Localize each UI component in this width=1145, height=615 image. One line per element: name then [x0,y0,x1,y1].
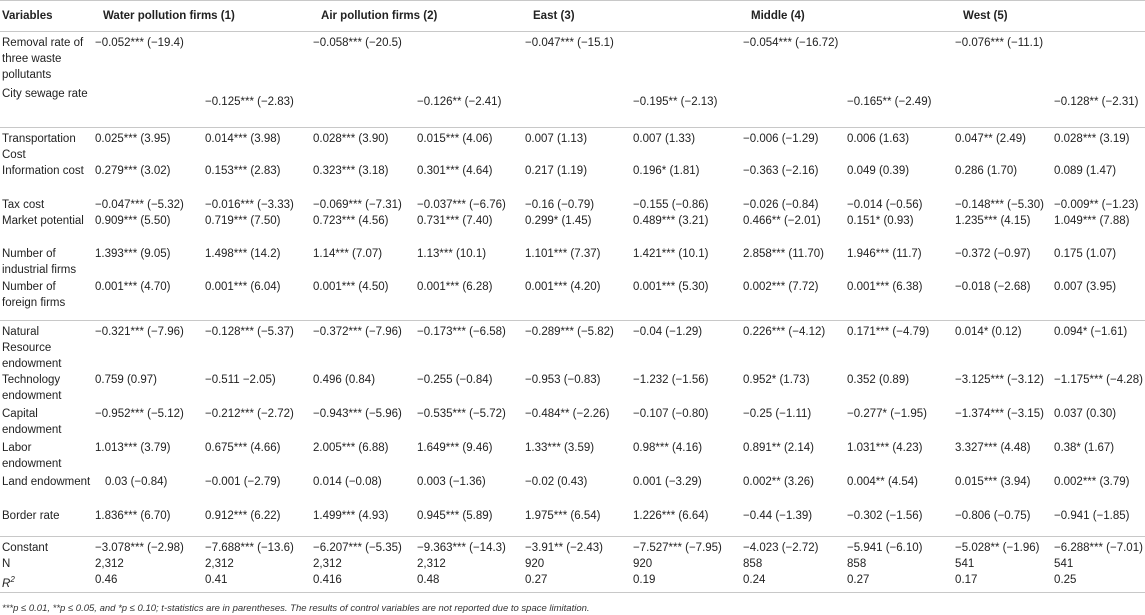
cell: 0.03 (−0.84) [105,475,168,488]
cell: −5.941 (−6.10) [845,537,953,557]
cell: 0.352 (0.89) [847,373,910,386]
cell: 0.028*** (3.90) [311,128,415,164]
cell: −0.16 (−0.79) [525,199,595,211]
cell: 0.007 (3.95) [1054,281,1117,293]
cell: 0.759 (0.97) [95,373,158,386]
cell: 0.014 (−0.08) [313,475,382,488]
cell: 0.496 (0.84) [313,373,376,386]
cell: 0.049 (0.39) [847,165,910,177]
cell: 0.416 [311,572,415,592]
cell: −0.107 (−0.80) [633,407,709,420]
cell: 0.675*** (4.66) [205,441,281,454]
cell: −0.212*** (−2.72) [205,407,294,420]
table-row-land-endowment [0,474,1145,508]
cell [1052,32,1145,86]
cell: 1.226*** (6.64) [633,509,709,522]
table-row-r-squared [0,572,1145,592]
cell [631,32,741,86]
table-row-n [0,556,1145,572]
cell [741,86,845,128]
row-label: Tax cost [2,199,45,211]
cell: 0.301*** (4.64) [417,165,493,177]
header-water-pollution: Water pollution firms (1) [93,1,311,32]
cell: −0.076*** (−11.1) [953,32,1052,86]
cell: 0.27 [523,572,631,592]
cell: −0.943*** (−5.96) [313,407,402,420]
r-squared-exponent: 2 [10,575,15,584]
table-row-foreign-firms [0,279,1145,320]
cell: 0.015*** (4.06) [415,128,523,164]
cell: −7.688*** (−13.6) [203,537,311,557]
cell: 920 [525,558,545,570]
cell: 0.007 (1.33) [631,128,741,164]
cell: 2,312 [205,558,234,570]
cell: 1.14*** (7.07) [313,248,383,260]
cell: −0.018 (−2.68) [955,281,1031,293]
cell: 2,312 [417,558,446,570]
cell: −0.052*** (−19.4) [93,32,203,86]
cell: −0.806 (−0.75) [955,509,1031,522]
cell: −0.009** (−1.23) [1054,199,1139,211]
cell: 2,312 [313,558,342,570]
header-west: West (5) [953,1,1145,32]
row-label-r-squared [0,572,93,592]
cell [93,86,203,128]
row-label: Labor endowment [2,441,62,470]
cell [311,86,415,128]
table-row-removal-rate [0,32,1145,86]
cell: 0.17 [953,572,1052,592]
cell: 0.27 [845,572,953,592]
cell: −0.302 (−1.56) [847,509,923,522]
cell: 1.013*** (3.79) [95,441,171,454]
cell: −0.037*** (−6.76) [417,199,506,211]
table-row-natural-resource-endowment [0,320,1145,372]
cell: 1.101*** (7.37) [525,248,601,260]
cell: −0.02 (0.43) [525,475,588,488]
cell: −0.941 (−1.85) [1054,509,1130,522]
cell: 0.98*** (4.16) [633,441,703,454]
cell: 0.952* (1.73) [743,373,810,386]
cell: −0.014 (−0.56) [847,199,923,211]
cell: 0.945*** (5.89) [417,509,493,522]
cell: −0.952*** (−5.12) [95,407,184,420]
header-middle: Middle (4) [741,1,953,32]
cell: 0.015*** (3.94) [955,475,1031,488]
cell: 1.13*** (10.1) [417,248,487,260]
row-label: N [2,558,11,570]
cell: 0.001*** (6.38) [847,281,923,293]
cell: 0.001*** (4.70) [95,281,171,293]
cell: 2.858*** (11.70) [743,248,825,260]
cell: −0.069*** (−7.31) [313,199,402,211]
cell: 1.946*** (11.7) [847,248,922,260]
cell: −0.372 (−0.97) [955,248,1031,260]
row-label: Constant [0,537,93,557]
table-footnote: ***p ≤ 0.01, **p ≤ 0.05, and *p ≤ 0.10; t-statistics are in parentheses. The results of control variables are not reported due to space limitation. [2,603,590,614]
cell: 0.002*** (7.72) [743,281,819,293]
cell: −1.175*** (−4.28) [1054,373,1143,386]
cell: 0.007 (1.13) [523,128,631,164]
header-east: East (3) [523,1,741,32]
cell: −0.047*** (−15.1) [523,32,631,86]
cell: 1.499*** (4.93) [313,509,389,522]
cell: −6.288*** (−7.01) [1052,537,1145,557]
cell: 0.014* (0.12) [953,320,1052,372]
cell: 0.006 (1.63) [845,128,953,164]
cell: 1.421*** (10.1) [633,248,709,260]
row-label: Land endowment [2,475,91,488]
table-row-industrial-firms [0,246,1145,279]
cell: −0.44 (−1.39) [743,509,813,522]
table-row-capital-endowment [0,406,1145,440]
cell: −0.155 (−0.86) [633,199,709,211]
cell: 3.327*** (4.48) [955,441,1031,454]
cell: 0.047** (2.49) [953,128,1052,164]
cell: −1.374*** (−3.15) [955,407,1044,420]
cell: −0.484** (−2.26) [525,407,610,420]
cell: 0.489*** (3.21) [633,215,709,227]
cell: 0.001*** (6.28) [417,281,493,293]
row-label: Market potential [2,215,84,227]
table-row-technology-endowment [0,372,1145,406]
row-label: Number of industrial firms [2,248,77,276]
cell: 0.151* (0.93) [847,215,914,227]
cell: −0.148*** (−5.30) [955,199,1044,211]
cell: −0.016*** (−3.33) [205,199,294,211]
cell: 0.909*** (5.50) [95,215,171,227]
cell: 1.498*** (14.2) [205,248,281,260]
cell: 0.912*** (6.22) [205,509,281,522]
cell: −0.04 (−1.29) [631,320,741,372]
table-row-city-sewage-rate [0,86,1145,128]
cell: 0.46 [93,572,203,592]
row-label: Removal rate of three waste pollutants [0,32,93,86]
table-row-market-potential [0,213,1145,246]
table-row-constant [0,537,1145,557]
cell: −0.128** (−2.31) [1054,95,1139,108]
cell: 541 [1054,558,1074,570]
cell [203,32,311,86]
cell: −0.372*** (−7.96) [311,320,415,372]
table-row-labor-endowment [0,440,1145,474]
cell: −0.25 (−1.11) [743,407,812,420]
cell: 0.028*** (3.19) [1052,128,1145,164]
cell: 0.719*** (7.50) [205,215,281,227]
header-air-pollution: Air pollution firms (2) [311,1,523,32]
cell [845,32,953,86]
cell: −0.126** (−2.41) [417,95,502,108]
cell: −0.363 (−2.16) [743,165,819,177]
cell: −0.001 (−2.79) [205,475,281,488]
cell: 0.299* (1.45) [525,215,592,227]
header-variables: Variables [0,1,93,32]
cell: 1.649*** (9.46) [417,441,493,454]
cell: −3.91** (−2.43) [523,537,631,557]
cell: −0.953 (−0.83) [525,373,601,386]
cell: 0.38* (1.67) [1054,441,1115,454]
cell: 2.005*** (6.88) [313,441,389,454]
cell: 0.171*** (−4.79) [845,320,953,372]
cell [523,86,631,128]
cell: −0.255 (−0.84) [417,373,493,386]
row-label: Capital endowment [2,407,62,436]
row-label: Transportation Cost [0,128,93,164]
cell: 0.466** (−2.01) [743,215,821,227]
cell: 1.031*** (4.23) [847,441,923,454]
cell: −3.078*** (−2.98) [93,537,203,557]
cell: −0.289*** (−5.82) [523,320,631,372]
cell: 0.279*** (3.02) [95,165,171,177]
cell: −0.125*** (−2.83) [205,95,294,108]
cell: −0.321*** (−7.96) [93,320,203,372]
cell: 0.014*** (3.98) [203,128,311,164]
cell: 858 [743,558,763,570]
cell: 0.731*** (7.40) [417,215,493,227]
cell: −0.058*** (−20.5) [311,32,415,86]
row-label: Technology endowment [2,373,62,402]
cell: −0.054*** (−16.72) [741,32,845,86]
cell: −5.028** (−1.96) [953,537,1052,557]
cell: −0.047*** (−5.32) [95,199,184,211]
cell: −0.535*** (−5.72) [417,407,506,420]
header-row [0,1,1145,32]
cell: −1.232 (−1.56) [633,373,709,386]
cell: 1.235*** (4.15) [955,215,1031,227]
cell: 0.175 (1.07) [1054,248,1117,260]
cell: 0.002*** (3.79) [1054,475,1130,488]
cell: −0.195** (−2.13) [633,95,718,108]
cell: 2,312 [95,558,124,570]
cell: 1.33*** (3.59) [525,441,595,454]
row-label: Information cost [2,165,84,177]
table-row-transportation-cost [0,128,1145,164]
cell: −0.277* (−1.95) [847,407,927,420]
cell: 0.723*** (4.56) [313,215,389,227]
cell: −9.363*** (−14.3) [415,537,523,557]
table-row-information-cost [0,163,1145,197]
cell: 1.836*** (6.70) [95,509,171,522]
row-label: Natural Resource endowment [0,320,93,372]
cell: 0.217 (1.19) [525,165,588,177]
cell [415,32,523,86]
cell: −0.128*** (−5.37) [203,320,311,372]
cell: 0.19 [631,572,741,592]
cell: 0.094* (−1.61) [1052,320,1145,372]
cell: 0.004** (4.54) [847,475,918,488]
row-label: Number of foreign firms [2,281,66,309]
cell: 0.089 (1.47) [1054,165,1117,177]
cell: 0.196* (1.81) [633,165,700,177]
cell: 0.001*** (4.20) [525,281,601,293]
cell: 0.48 [415,572,523,592]
row-label: Border rate [2,509,60,522]
cell: 920 [633,558,653,570]
cell: −0.026 (−0.84) [743,199,819,211]
cell: 0.226*** (−4.12) [741,320,845,372]
cell: 541 [955,558,975,570]
cell: 0.001 (−3.29) [633,475,702,488]
cell: 0.25 [1052,572,1145,592]
cell: 1.975*** (6.54) [525,509,601,522]
cell: 0.891** (2.14) [743,441,814,454]
cell: −0.165** (−2.49) [847,95,932,108]
cell: 0.286 (1.70) [955,165,1018,177]
cell: 0.24 [741,572,845,592]
cell: 1.049*** (7.88) [1054,215,1130,227]
cell: 0.025*** (3.95) [93,128,203,164]
cell: −0.173*** (−6.58) [415,320,523,372]
cell: −6.207*** (−5.35) [311,537,415,557]
cell: 0.002** (3.26) [743,475,814,488]
cell: 0.41 [203,572,311,592]
cell: 0.153*** (2.83) [205,165,281,177]
cell: 0.001*** (6.04) [205,281,281,293]
cell: 0.003 (−1.36) [417,475,486,488]
cell: 858 [847,558,867,570]
cell: 0.001*** (5.30) [633,281,709,293]
cell: 0.323*** (3.18) [313,165,389,177]
cell: 0.037 (0.30) [1054,407,1117,420]
row-label: City sewage rate [2,87,88,100]
cell: 0.001*** (4.50) [313,281,389,293]
cell [953,86,1052,128]
cell: −0.006 (−1.29) [741,128,845,164]
cell: −7.527*** (−7.95) [631,537,741,557]
table-row-border-rate [0,508,1145,537]
cell: −3.125*** (−3.12) [955,373,1044,386]
cell: −0.511 −2.05) [205,373,276,386]
r-squared-symbol: R [2,577,11,590]
table-row-tax-cost [0,197,1145,213]
cell: 1.393*** (9.05) [95,248,171,260]
cell: −4.023 (−2.72) [741,537,845,557]
